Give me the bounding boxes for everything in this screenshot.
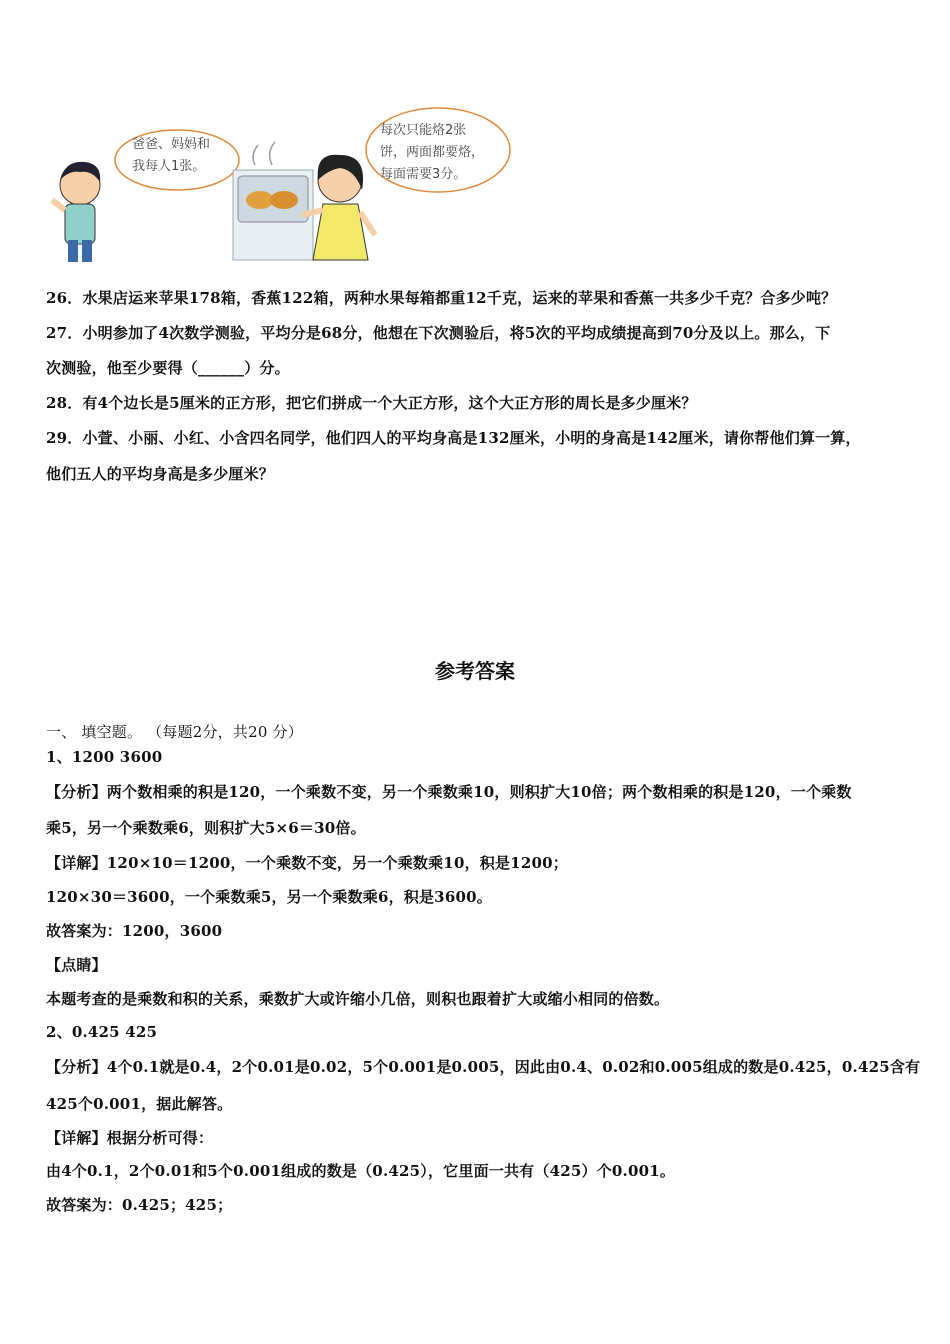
detail-2-line2: 由4个0.1，2个0.01和5个0.001组成的数是（0.425），它里面一共有（425）个0.001。 [46, 1162, 676, 1180]
answer-1: 1、1200 3600 [46, 748, 163, 766]
analysis-1-line2: 乘5，另一个乘数乘6，则积扩大5×6＝30倍。 [46, 819, 366, 837]
question-26: 26．水果店运来苹果178箱，香蕉122箱，两种水果每箱都重12千克，运来的苹果和香蕉一共多少千克？合多少吨？ [46, 289, 837, 307]
illustration [40, 100, 520, 265]
comment-1-heading: 【点睛】 [46, 956, 107, 974]
analysis-2-line1: 【分析】4个0.1就是0.4，2个0.01是0.02，5个0.001是0.005，因此由0.4、0.02和0.005组成的数是0.425，0.425含有 [46, 1058, 921, 1076]
answer-1-result: 故答案为：1200，3600 [46, 922, 223, 940]
analysis-2-line2: 425个0.001，据此解答。 [46, 1095, 233, 1113]
answer-2: 2、0.425 425 [46, 1023, 158, 1041]
analysis-1-line1: 【分析】两个数相乘的积是120，一个乘数不变，另一个乘数乘10，则积扩大10倍；两个数相乘的积是120，一个乘数 [46, 783, 852, 801]
answer-title: 参考答案 [435, 659, 515, 683]
stove [233, 142, 313, 260]
answer-2-result: 故答案为：0.425；425； [46, 1196, 233, 1214]
detail-2-line1: 【详解】根据分析可得： [46, 1129, 214, 1147]
boy-figure [52, 162, 100, 262]
detail-1-line2: 120×30＝3600，一个乘数乘5，另一个乘数乘6，积是3600。 [46, 888, 492, 906]
question-28: 28．有4个边长是5厘米的正方形，把它们拼成一个大正方形，这个大正方形的周长是多少厘米？ [46, 394, 697, 412]
question-27-line1: 27．小明参加了4次数学测验，平均分是68分，他想在下次测验后，将5次的平均成绩提高到70分及以上。那么，下 [46, 324, 831, 342]
section-heading: 一、 填空题。 （每题2分，共20 分） [46, 723, 303, 741]
question-27-line2: 次测验，他至少要得（______）分。 [46, 359, 290, 377]
question-29-line1: 29．小萱、小丽、小红、小含四名同学，他们四人的平均身高是132厘米，小明的身高是142厘米，请你帮他们算一算， [46, 429, 861, 447]
mom-bubble-text: 每次只能烙2张 饼，两面都要烙， 每面需要3分。 [380, 123, 485, 182]
detail-1-line1: 【详解】120×10＝1200，一个乘数不变，另一个乘数乘10，积是1200； [46, 854, 568, 872]
boy-bubble-text: 爸爸、妈妈和 我每人1张。 [132, 137, 211, 174]
question-29-line2: 他们五人的平均身高是多少厘米？ [46, 465, 275, 483]
comment-1-text: 本题考查的是乘数和积的关系，乘数扩大或许缩小几倍，则积也跟着扩大或缩小相同的倍数。 [46, 990, 670, 1008]
